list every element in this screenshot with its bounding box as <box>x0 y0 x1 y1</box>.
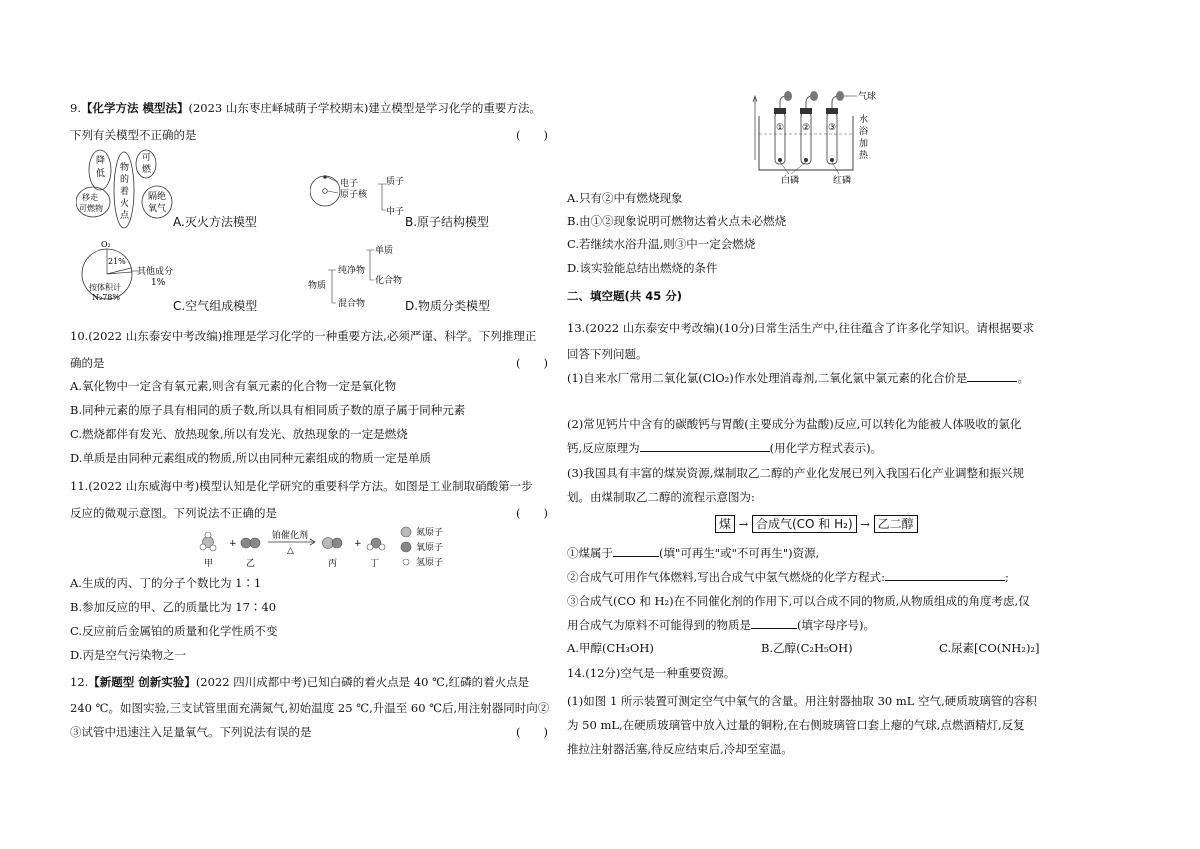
q13-flow-diagram <box>715 514 918 534</box>
q14-part1-line2: 为 50 mL,在硬质玻璃管中放入过量的铜粉,在右侧玻璃管口套上瘪的气球,点燃酒精灯,反复 <box>567 718 1025 732</box>
model-a-diagram <box>76 148 186 238</box>
model-a-caption: A.灭火方法模型 <box>173 215 257 229</box>
q14-line1: 14.(12分)空气是一种重要资源。 <box>567 666 736 680</box>
q13-sub3-line2: 用合成气为原料不可能得到的物质是 (填字母序号)。 <box>567 618 875 632</box>
q10-option-c: C.燃烧都伴有发光、放热现象,所以有发光、放热现象的一定是燃烧 <box>70 427 408 441</box>
model-a-center-5: 点 <box>120 211 130 221</box>
q13-part3-line2: 划。由煤制取乙二醇的流程示意图为: <box>567 490 755 504</box>
right-column <box>567 0 1067 849</box>
q11-option-c: C.反应前后金属铂的质量和化学性质不变 <box>70 624 278 638</box>
q12-water-4: 热 <box>859 151 869 161</box>
q13-sub1: ①煤属于 (填"可再生"或"不可再生")资源, <box>567 546 820 560</box>
q11-legend-n: 氮原子 <box>416 528 444 538</box>
flow-coal: 煤 <box>715 515 735 533</box>
q9-line2: 下列有关模型不正确的是 <box>70 128 197 142</box>
q13-sub2: ②合成气可用作气体燃料,写出合成气中氢气燃烧的化学方程式: ; <box>567 570 1009 584</box>
flow-syngas: 合成气(CO 和 H₂) <box>752 515 857 533</box>
model-b-caption: B.原子结构模型 <box>405 215 490 229</box>
q13-blank-1[interactable] <box>967 370 1017 382</box>
model-c-21: 21% <box>108 257 126 266</box>
q13-line1: 13.(2022 山东泰安中考改编)(10分)日常生活生产中,往往蕴含了许多化学知识。请根据要求 <box>567 321 1034 335</box>
svg-text:+: + <box>354 539 362 549</box>
q12-option-c: C.若继续水浴升温,则③中一定会燃烧 <box>567 237 756 251</box>
model-c-diagram <box>76 238 196 306</box>
q11-label-yi: 乙 <box>246 559 256 569</box>
model-a-petal-top-left-2: 低 <box>96 169 106 179</box>
model-d-matter: 物质 <box>308 281 327 291</box>
model-d-diagram <box>306 240 416 312</box>
model-c-1: 1% <box>151 278 166 288</box>
q13-blank-4[interactable] <box>885 569 1005 581</box>
q12-red-p: 红磷 <box>833 176 852 186</box>
q13-blank-2[interactable] <box>640 440 770 452</box>
q10-line2: 确的是 <box>70 356 105 370</box>
q13-part2-line2: 钙,反应原理为 (用化学方程式表示)。 <box>567 441 883 455</box>
svg-text:+: + <box>229 539 237 549</box>
q13-option-c: C.尿素[CO(NH₂)₂] <box>939 641 1040 655</box>
q11-catalyst: 铂催化剂 <box>272 531 309 541</box>
q12-option-a: A.只有②中有燃烧现象 <box>567 191 683 205</box>
q11-heat: △ <box>287 546 294 556</box>
q12-tube-3: ③ <box>828 123 837 133</box>
model-d-caption: D.物质分类模型 <box>405 299 491 313</box>
q11-reaction-diagram <box>196 526 466 572</box>
q9-answer-paren: ( ) <box>516 128 548 142</box>
q11-line1: 11.(2022 山东威海中考)模型认知是化学研究的重要科学方法。如图是工业制取硝酸第一步 <box>70 479 533 493</box>
model-a-petal-right-2: 氧气 <box>148 204 167 214</box>
q11-line2: 反应的微观示意图。下列说法不正确的是 <box>70 506 277 520</box>
q13-part1: (1)自来水厂常用二氧化氯(ClO₂)作水处理消毒剂,二氧化氯中氯元素的化合价是 。 <box>567 371 1029 385</box>
q12-water-2: 浴 <box>859 127 869 137</box>
q12-tube-1: ① <box>776 123 785 133</box>
q11-label-jia: 甲 <box>204 559 214 569</box>
q11-legend-o: 氧原子 <box>416 543 444 553</box>
model-a-petal-top-right-2: 燃 <box>142 165 152 175</box>
q13-option-b: B.乙醇(C₂H₅OH) <box>761 641 853 655</box>
q10-line1: 10.(2022 山东泰安中考改编)推理是学习化学的一种重要方法,必须严谨、科学。下列推理正 <box>70 329 537 343</box>
model-b-nucleus: 原子核 <box>340 190 368 200</box>
q12-answer-paren: ( ) <box>516 725 548 739</box>
model-c-other: 其他成分 <box>137 267 174 277</box>
q13-sub3-line1: ③合成气(CO 和 H₂)在不同催化剂的作用下,可以合成不同的物质,从物质组成的角度考虑,仅 <box>567 594 1030 608</box>
q10-option-b: B.同种元素的原子具有相同的质子数,所以具有相同质子数的原子属于同种元素 <box>70 403 466 417</box>
q10-option-a: A.氧化物中一定含有氧元素,则含有氧元素的化合物一定是氧化物 <box>70 379 397 393</box>
q12-tube-2: ② <box>802 123 811 133</box>
flow-glycol: 乙二醇 <box>874 515 918 533</box>
model-c-n2: N₂78% <box>92 293 120 302</box>
flow-arrow-1: → <box>738 517 749 531</box>
q11-legend-h: 氢原子 <box>416 558 444 568</box>
q12-line3: ③试管中迅速注入足量氧气。下列说法有误的是 <box>70 725 312 739</box>
q11-option-a: A.生成的丙、丁的分子个数比为 1∶1 <box>70 576 262 590</box>
model-d-compound: 化合物 <box>375 276 403 286</box>
model-b-electron: 电子 <box>340 179 359 189</box>
model-b-proton: 质子 <box>386 177 405 187</box>
q12-water-3: 加 <box>859 139 869 149</box>
q12-water-1: 水 <box>859 115 869 125</box>
model-c-caption: C.空气组成模型 <box>173 299 258 313</box>
model-d-mixture: 混合物 <box>338 299 366 309</box>
q13-blank-3[interactable] <box>613 545 659 557</box>
model-b-diagram <box>310 170 430 220</box>
model-a-petal-left-2: 可燃物 <box>79 204 103 213</box>
q13-part2-line1: (2)常见钙片中含有的碳酸钙与胃酸(主要成分为盐酸)反应,可以转化为能被人体吸收的氯化 <box>567 417 1022 431</box>
q13-option-a: A.甲醇(CH₃OH) <box>567 641 654 655</box>
model-a-center-4: 火 <box>120 199 130 209</box>
model-a-center-3: 着 <box>120 187 130 197</box>
q13-part3-line1: (3)我国具有丰富的煤炭资源,煤制取乙二醇的产业化发展已列入我国石化产业调整和振兴规 <box>567 466 1024 480</box>
flow-arrow-2: → <box>860 517 870 531</box>
model-a-petal-top-left-1: 降 <box>96 156 106 166</box>
q12-apparatus-figure <box>749 90 899 186</box>
model-b-neutron: 中子 <box>386 207 405 217</box>
q12-white-p: 白磷 <box>781 176 800 186</box>
model-a-petal-left-1: 移走 <box>82 193 98 202</box>
q10-option-d: D.单质是由同种元素组成的物质,所以由同种元素组成的物质一定是单质 <box>70 451 432 465</box>
model-a-petal-top-right-1: 可 <box>142 153 152 163</box>
model-d-element: 单质 <box>375 246 394 256</box>
model-a-center-2: 的 <box>120 175 130 185</box>
model-c-o2: O₂ <box>101 240 111 249</box>
q11-label-ding: 丁 <box>370 559 380 569</box>
q11-option-b: B.参加反应的甲、乙的质量比为 17∶40 <box>70 600 277 614</box>
q14-part1-line3: 推拉注射器活塞,待反应结束后,冷却至室温。 <box>567 742 793 756</box>
model-d-pure: 纯净物 <box>338 266 366 276</box>
q12-option-d: D.该实验能总结出燃烧的条件 <box>567 261 718 275</box>
model-a-petal-right-1: 隔绝 <box>148 192 167 202</box>
q12-line2: 240 ℃。如图实验,三支试管里面充满氮气,初始温度 25 ℃,升温至 60 ℃后,用注射器同时向② <box>70 701 550 715</box>
q14-part1-line1: (1)如图 1 所示装置可测定空气中氧气的含量。用注射器抽取 30 mL 空气,硬质玻璃管的容积 <box>567 694 1037 708</box>
model-a-center-1: 物 <box>120 163 130 173</box>
q12-option-b: B.由①②现象说明可燃物达着火点未必燃烧 <box>567 214 787 228</box>
q11-option-d: D.丙是空气污染物之一 <box>70 648 186 662</box>
section-2-heading: 二、填空题(共 45 分) <box>567 289 683 303</box>
q11-answer-paren: ( ) <box>516 506 548 520</box>
q10-answer-paren: ( ) <box>516 356 548 370</box>
q11-label-bing: 丙 <box>328 559 338 569</box>
q13-line2: 回答下列问题。 <box>567 347 648 361</box>
q9-line1: 9.【化学方法 模型法】(2023 山东枣庄峄城萌子学校期末)建立模型是学习化学的重要方法。 <box>70 101 541 115</box>
left-column <box>70 0 560 849</box>
q13-blank-5[interactable] <box>751 617 797 629</box>
model-c-byvol: 按体积计 <box>89 283 121 292</box>
q12-balloon-label: 气球 <box>858 92 877 102</box>
q12-line1: 12.【新题型 创新实验】(2022 四川成都中考)已知白磷的着火点是 40 ℃,红磷的着火点是 <box>70 675 530 689</box>
